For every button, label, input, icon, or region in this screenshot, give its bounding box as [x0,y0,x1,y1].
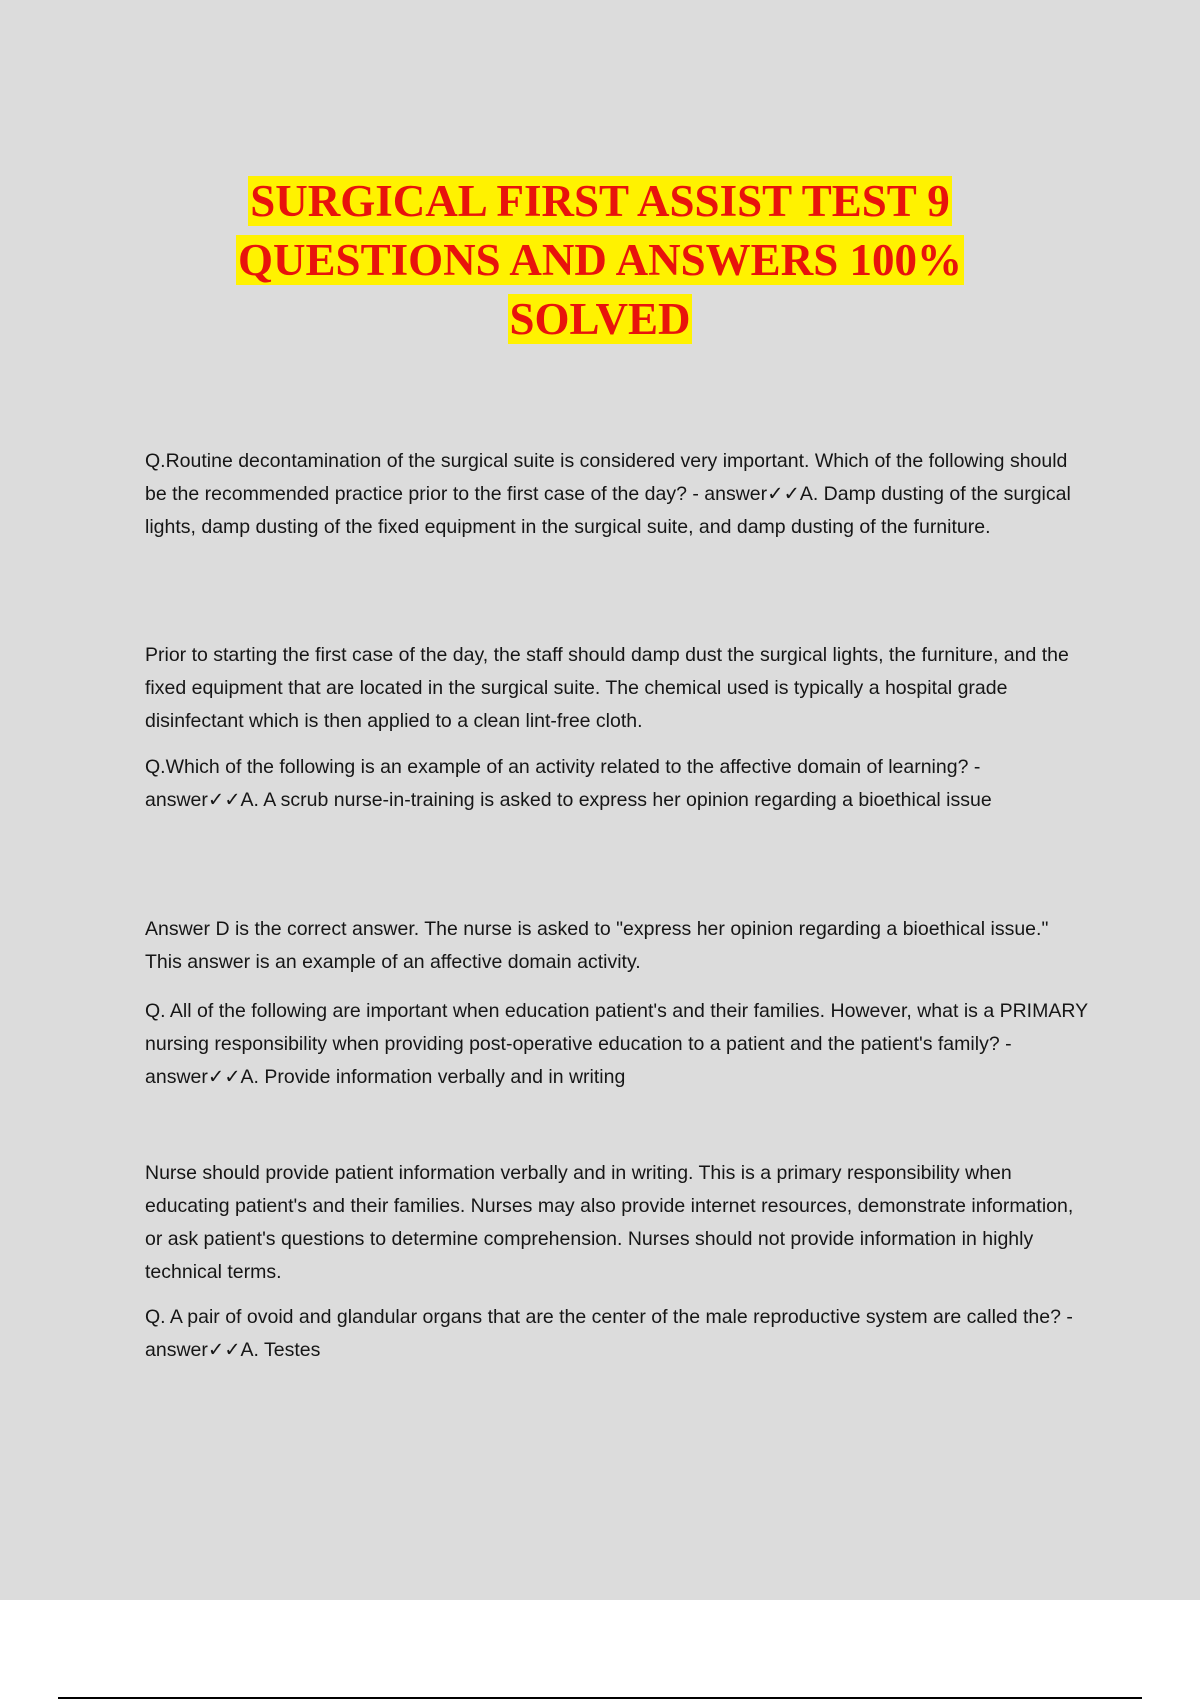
question-2: Q.Which of the following is an example of an activity related to the affective domain of learning? - answer✓✓A. A scrub nurse-in-training is asked to express her opinion regarding a bioethical issue [145,756,992,811]
explanation-2: Answer D is the correct answer. The nurse is asked to "express her opinion regarding a bioethical issue." This answer is an example of an affective domain activity. [145,918,1049,973]
footer-rule [58,1697,1142,1699]
question-4: Q. A pair of ovoid and glandular organs that are the center of the male reproductive system are called the? - answer✓✓A. Testes [145,1306,1073,1361]
question-1: Q.Routine decontamination of the surgical suite is considered very important. Which of the following should be the recommended practice prior to the first case of the day? - answer✓✓A. Damp dusting of the surgical lights, damp dusting of the fixed equipment in the surgical suite, and damp dusting of the furniture. [145,450,1071,538]
question-3: Q. All of the following are important when education patient's and their families. However, what is a PRIMARY nursing responsibility when providing post-operative education to a patient and the patient's family? - answer✓✓A. Provide information verbally and in writing [145,1000,1088,1088]
title-line-2: QUESTIONS AND ANSWERS 100% [238,235,962,285]
title-line-1: SURGICAL FIRST ASSIST TEST 9 [250,176,950,226]
explanation-3: Nurse should provide patient information verbally and in writing. This is a primary responsibility when educating patient's and their families. Nurses may also provide internet resources, demonstrate information, or ask patient's questions to determine comprehension. Nurses should not provide information in highly technical terms. [145,1162,1074,1283]
document-title [100,172,1100,349]
title-line-3: SOLVED [509,294,691,344]
explanation-1: Prior to starting the first case of the day, the staff should damp dust the surgical lights, the furniture, and the fixed equipment that are located in the surgical suite. The chemical used is typically a hospital grade disinfectant which is then applied to a clean lint-free cloth. [145,644,1069,732]
